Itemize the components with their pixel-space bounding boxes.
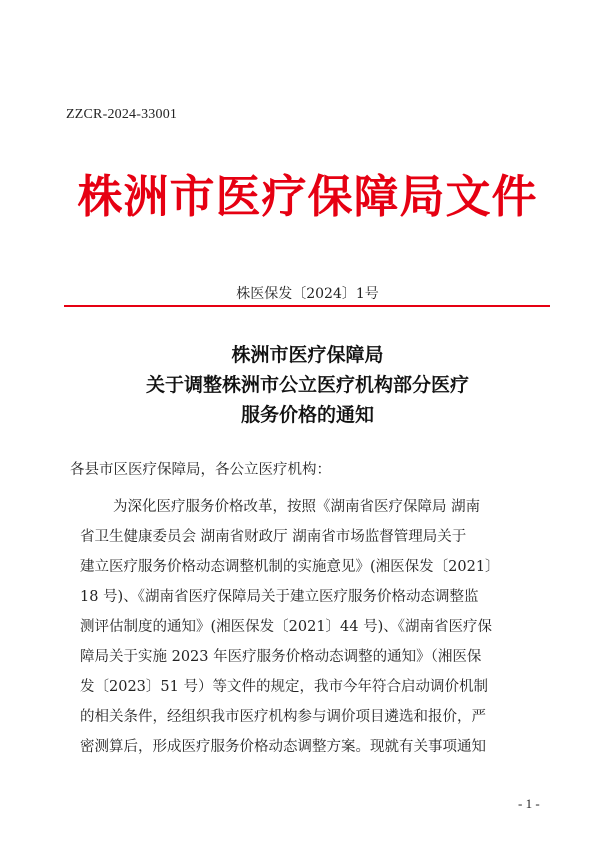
salutation: 各县市区医疗保障局，各公立医疗机构： [70, 462, 331, 478]
body-paragraph [80, 492, 540, 762]
body-line: 的相关条件，经组织我市医疗机构参与调价项目遴选和报价，严 [80, 709, 486, 725]
title-line: 关于调整株洲市公立医疗机构部分医疗 [145, 374, 469, 396]
document-number: 株医保发〔2024〕1号 [236, 286, 379, 302]
document-code: ZZCR-2024-33001 [66, 107, 178, 122]
title-line: 服务价格的通知 [240, 404, 374, 426]
body-line: 为深化医疗服务价格改革，按照《湖南省医疗保障局 湖南 [113, 499, 481, 515]
document-masthead: 株洲市医疗保障局文件 [77, 170, 538, 223]
body-line: 省卫生健康委员会 湖南省财政厅 湖南省市场监督管理局关于 [80, 529, 467, 545]
page-number: - 1 - [518, 796, 540, 811]
document-title [0, 340, 615, 430]
body-line: 障局关于实施 2023 年医疗服务价格动态调整的通知》（湘医保 [80, 649, 482, 665]
body-line: 密测算后，形成医疗服务价格动态调整方案。现就有关事项通知 [80, 739, 486, 755]
red-divider-line [64, 305, 550, 307]
title-line: 株洲市医疗保障局 [231, 344, 384, 366]
body-line: 发〔2023〕51 号）等文件的规定，我市今年符合启动调价机制 [80, 679, 488, 695]
body-line: 建立医疗服务价格动态调整机制的实施意见》(湘医保发〔2021〕 [80, 559, 500, 575]
body-line: 测评估制度的通知》(湘医保发〔2021〕44 号)、《湖南省医疗保 [80, 619, 493, 635]
body-line: 18 号)、《湖南省医疗保障局关于建立医疗服务价格动态调整监 [80, 589, 479, 605]
